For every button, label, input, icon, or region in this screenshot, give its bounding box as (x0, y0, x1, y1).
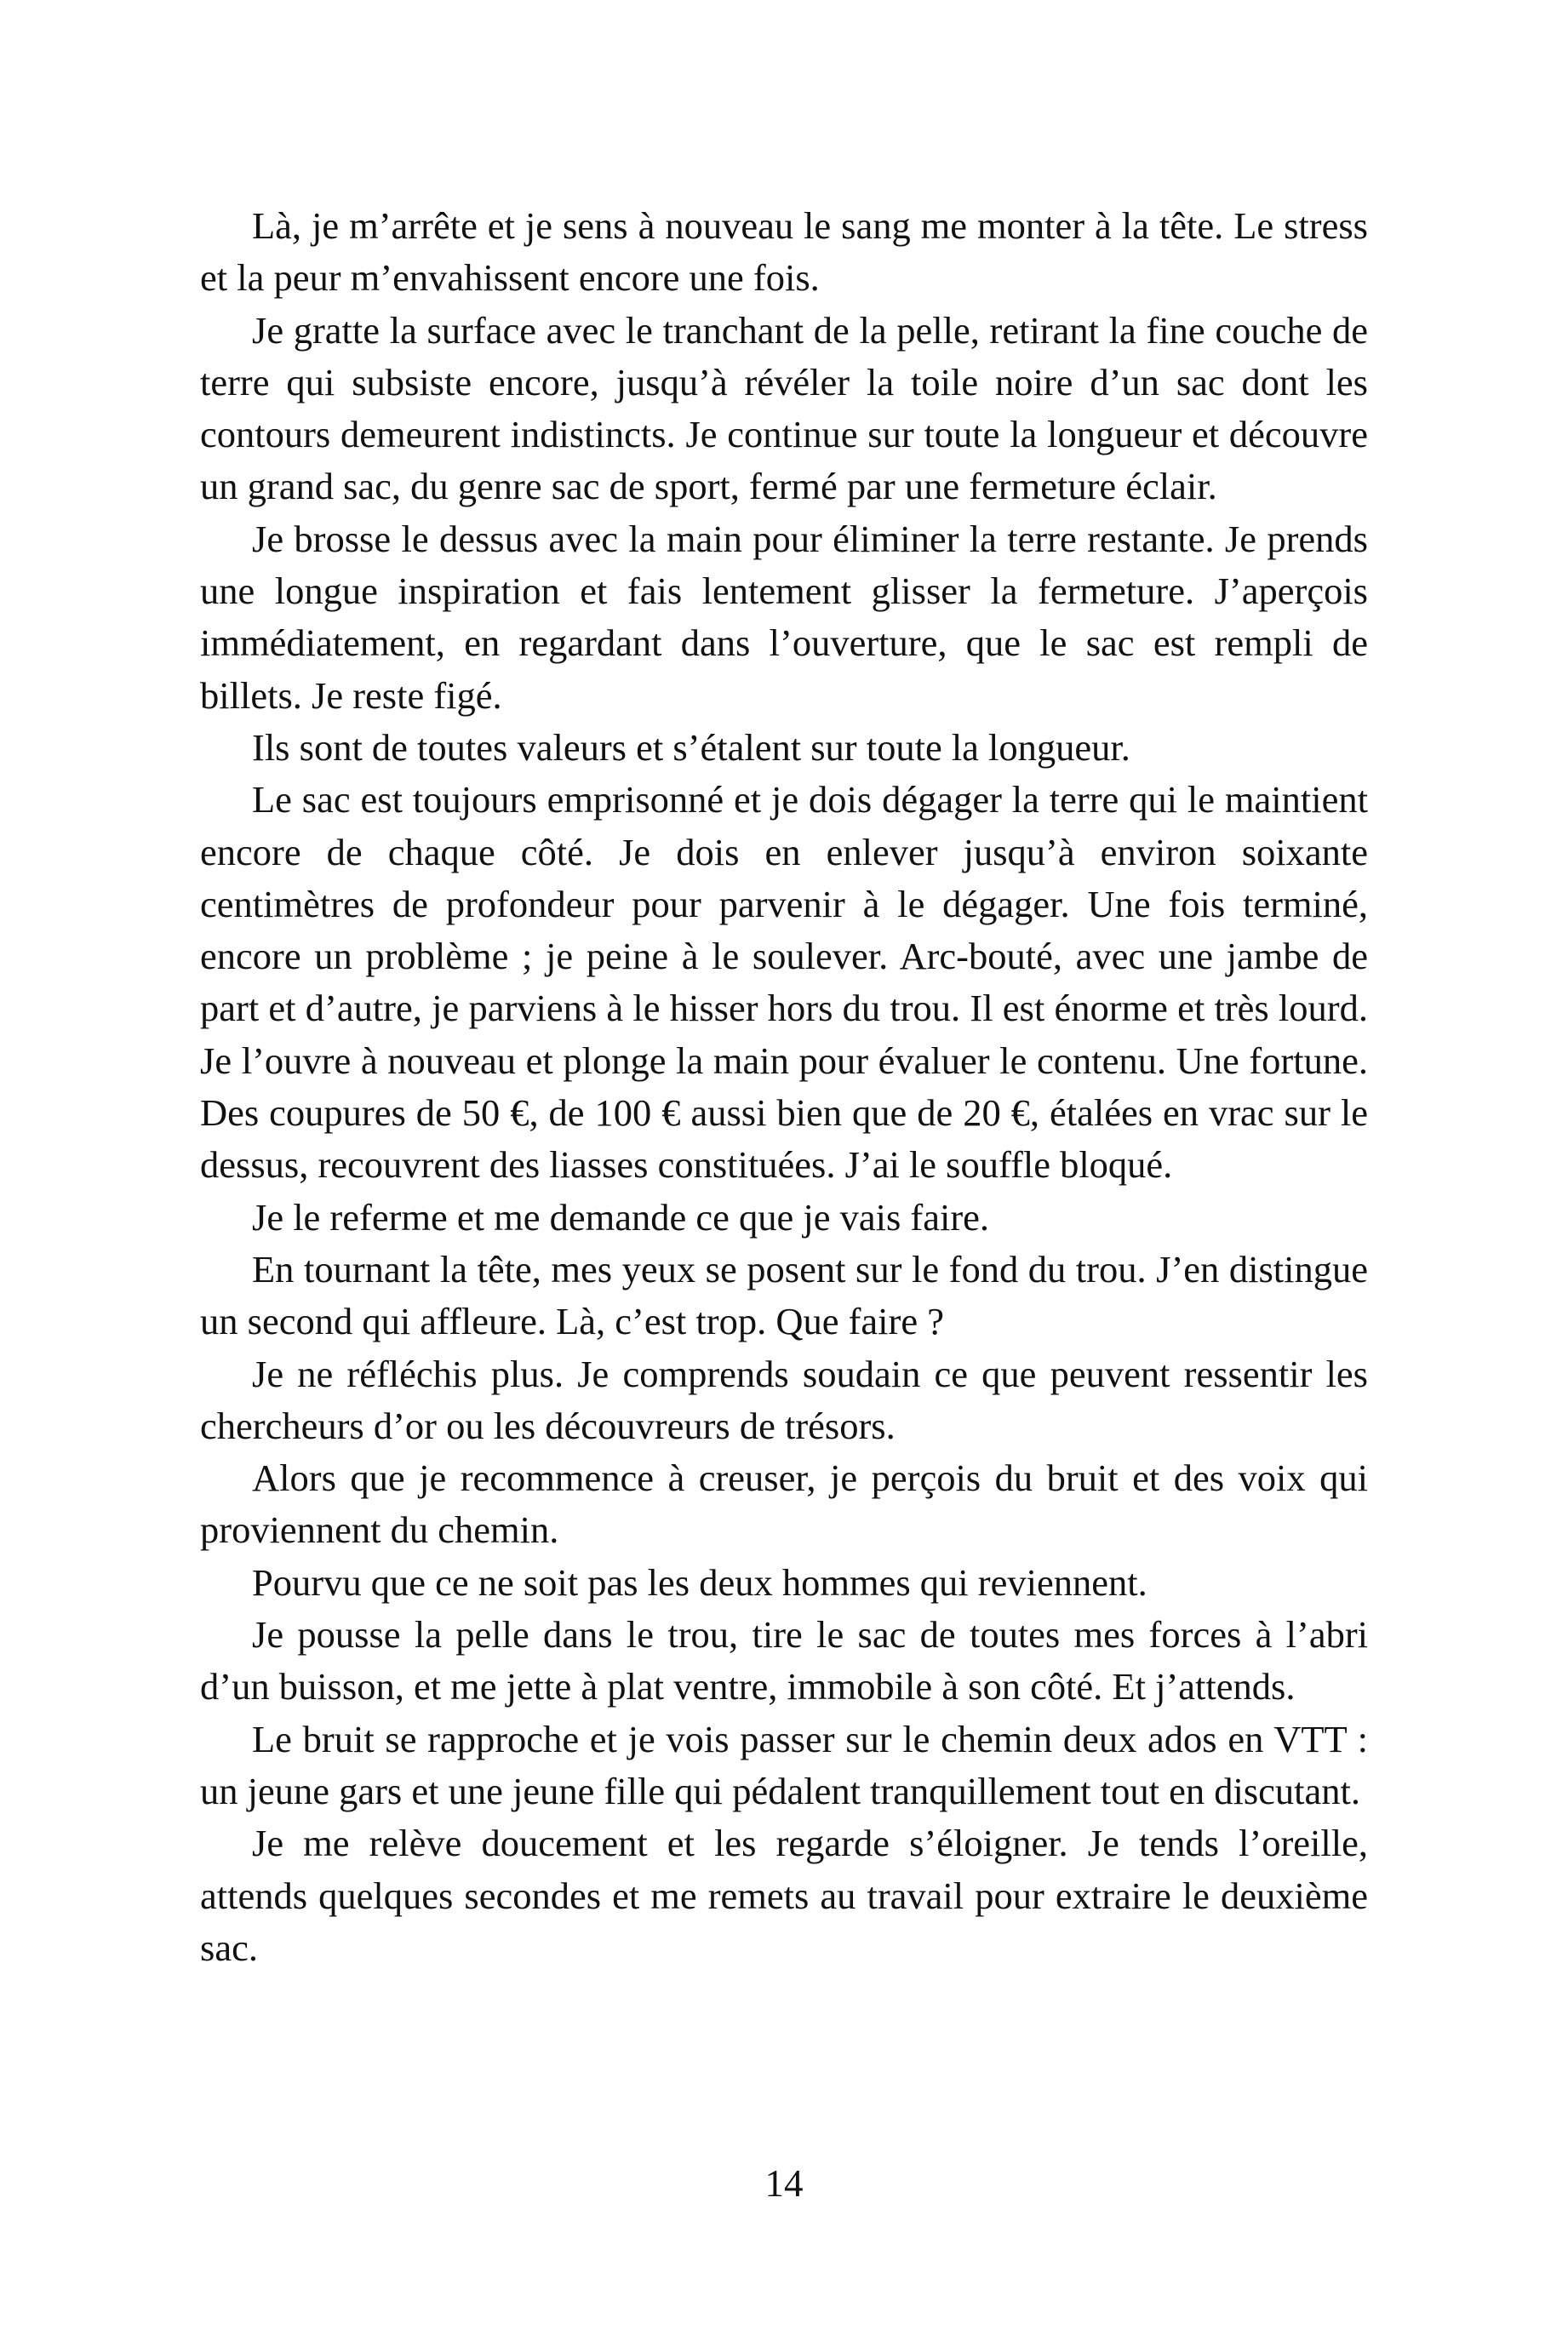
paragraph-6: Je le referme et me demande ce que je vais faire. (252, 1195, 990, 1239)
paragraph-3: Je brosse le dessus avec la main pour éliminer la terre restante. Je prends une longue inspiration et fais lentement glisser la fermeture. J’aperçois immédiatement, en regardant dans l’ouverture, que le sac est rempli de billets. Je reste figé. (200, 517, 1368, 717)
paragraph-12: Le bruit se rapproche et je vois passer sur le chemin deux ados en VTT : un jeune gars et une jeune fille qui pédalent tranquillement tout en discutant. (200, 1717, 1368, 1812)
paragraph-5: Le sac est toujours emprisonné et je dois dégager la terre qui le maintient encore de chaque côté. Je dois en enlever jusqu’à environ soixante centimètres de profondeur pour parvenir à le dégager. Une fois terminé, encore un problème ; je peine à le soulever. Arc-bouté, avec une jambe de part et d’autre, je parviens à le hisser hors du trou. Il est énorme et très lourd. Je l’ouvre à nouveau et plonge la main pour évaluer le contenu. Une fortune. Des coupures de 50 €, de 100 € aussi bien que de 20 €, étalées en vrac sur le dessus, recouvrent des liasses constituées. J’ai le souffle bloqué. (200, 778, 1368, 1187)
paragraph-4: Ils sont de toutes valeurs et s’étalent sur toute la longueur. (252, 725, 1130, 769)
paragraph-11: Je pousse la pelle dans le trou, tire le sac de toutes mes forces à l’abri d’un buisson, et me jette à plat ventre, immobile à son côté. Et j’attends. (200, 1613, 1368, 1708)
paragraph-13: Je me relève doucement et les regarde s’éloigner. Je tends l’oreille, attends quelques secondes et me remets au travail pour extraire le deuxième sac. (200, 1822, 1368, 1969)
paragraph-9: Alors que je recommence à creuser, je perçois du bruit et des voix qui proviennent du chemin. (200, 1456, 1368, 1552)
body-text (200, 200, 1368, 1974)
page-number: 14 (764, 2162, 804, 2205)
paragraph-8: Je ne réfléchis plus. Je comprends soudain ce que peuvent ressentir les chercheurs d’or ou les découvreurs de trésors. (200, 1352, 1368, 1447)
paragraph-10: Pourvu que ce ne soit pas les deux hommes qui reviennent. (252, 1560, 1147, 1604)
paragraph-2: Je gratte la surface avec le tranchant de la pelle, retirant la fine couche de terre qui subsiste encore, jusqu’à révéler la toile noire d’un sac dont les contours demeurent indistincts. Je continue sur toute la longueur et découvre un grand sac, du genre sac de sport, fermé par une fermeture éclair. (200, 308, 1368, 508)
paragraph-7: En tournant la tête, mes yeux se posent sur le fond du trou. J’en distingue un second qui affleure. Là, c’est trop. Que faire ? (200, 1247, 1368, 1343)
paragraph-1: Là, je m’arrête et je sens à nouveau le sang me monter à la tête. Le stress et la peur m’envahissent encore une fois. (200, 204, 1368, 300)
